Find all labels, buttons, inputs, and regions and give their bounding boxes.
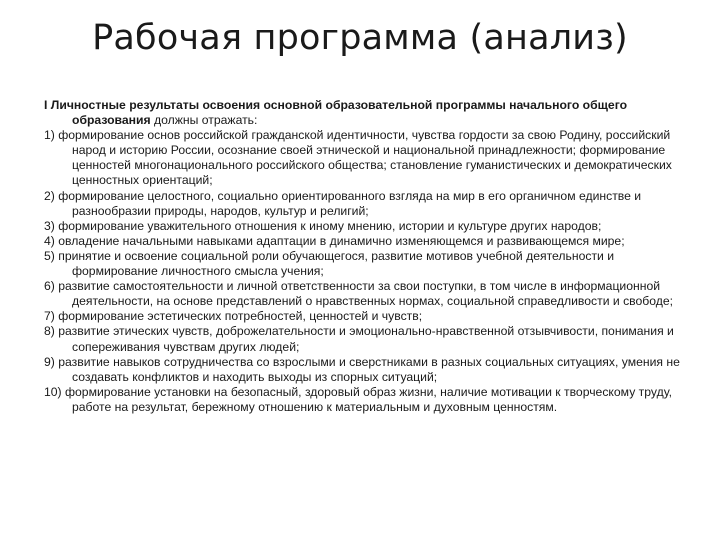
list-item: 5) принятие и освоение социальной роли обучающегося, развитие мотивов учебной деятельности и формирование личностного смысла учения;: [44, 248, 615, 279]
slide-body: [44, 98, 684, 415]
list-item: 2) формирование целостного, социально ориентированного взгляда на мир в его органичном единстве и разнообразии природы, народов, культур и религий;: [44, 188, 642, 218]
list-item: 1) формирование основ российской гражданской идентичности, чувства гордости за свою Родину, российский народ и историю России, осознание своей этнической и национальной принадлежности; формирование ценностей многонационального российского общества; становление гуманистических и демократических ценностных ориентаций;: [44, 128, 672, 188]
list-item: 7) формирование эстетических потребностей, ценностей и чувств;: [44, 309, 423, 324]
list-item: 3) формирование уважительного отношения к иному мнению, истории и культуре других народов;: [44, 218, 602, 233]
list-item: 9) развитие навыков сотрудничества со взрослыми и сверстниками в разных социальных ситуациях, умения не создавать конфликтов и находить выходы из спорных ситуаций;: [44, 354, 680, 384]
intro-paragraph: [44, 98, 684, 128]
list-item: 8) развитие этических чувств, доброжелательности и эмоционально-нравственной отзывчивости, понимания и сопереживания чувствам других людей;: [44, 324, 674, 354]
intro-heading: I Личностные результаты освоения основной образовательной программы начального общего образования: [44, 98, 628, 128]
intro-rest: должны отражать:: [150, 113, 258, 128]
list-item: 4) овладение начальными навыками адаптации в динамично изменяющемся и развивающемся мире;: [44, 233, 625, 248]
list-item: 6) развитие самостоятельности и личной ответственности за свои поступки, в том числе в информационной деятельности, на основе представлений о нравственных нормах, социальной справедливости и свободе;: [44, 279, 674, 309]
slide-title: Рабочая программа (анализ): [92, 18, 628, 58]
list-item: 10) формирование установки на безопасный, здоровый образ жизни, наличие мотивации к творческому труду, работе на результат, бережному отношению к материальным и духовным ценностям.: [44, 384, 672, 414]
